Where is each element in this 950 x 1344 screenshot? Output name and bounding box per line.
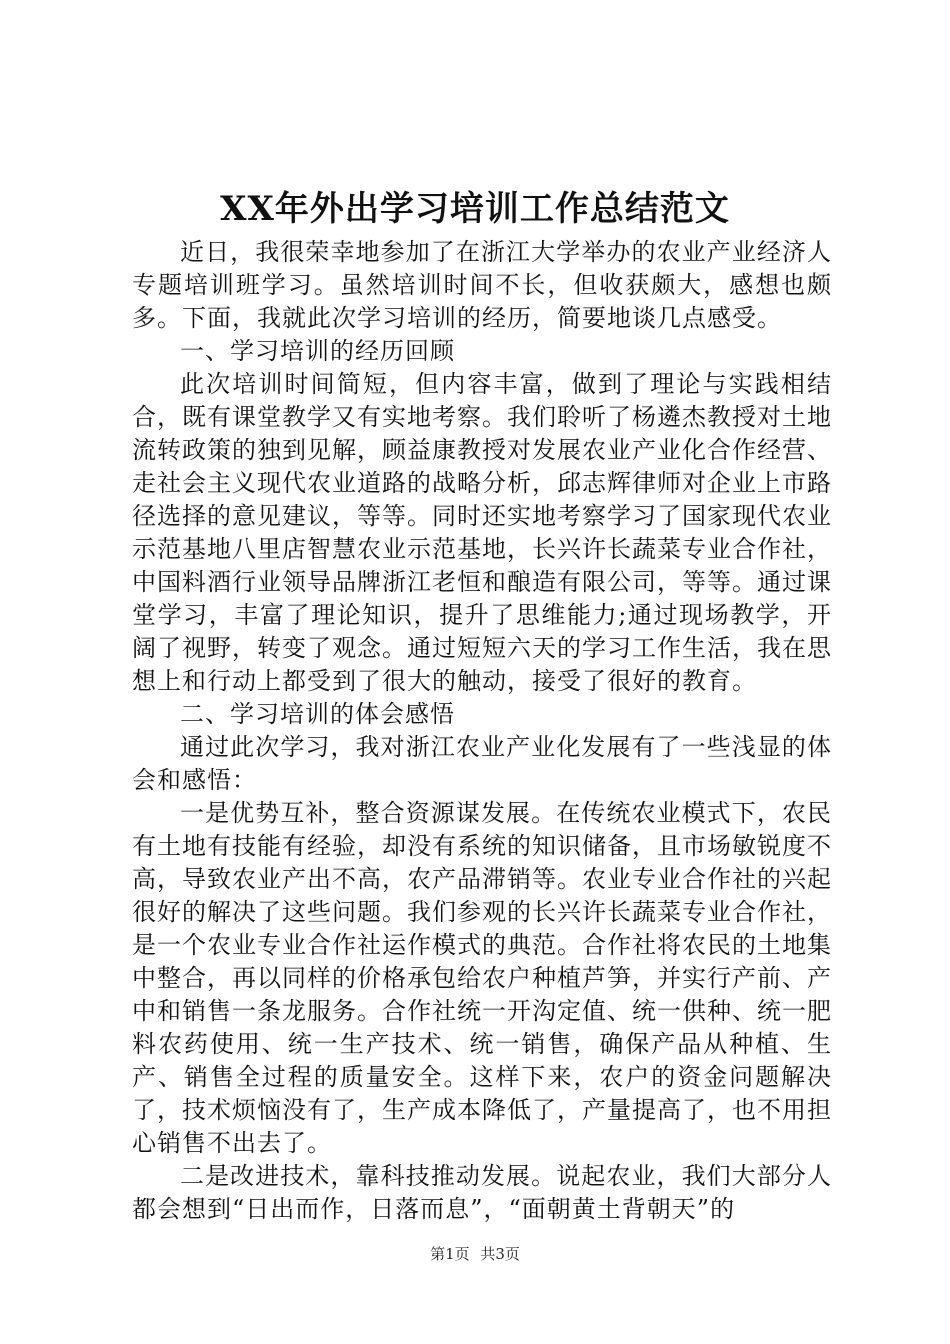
- section-heading-1: 一、学习培训的经历回顾: [180, 337, 455, 365]
- paragraph-intro: 近日，我很荣幸地参加了在浙江大学举办的农业产业经济人专题培训班学习。虽然培训时间不长，但收获颇大，感想也颇多。下面，我就此次学习培训的经历，简要地谈几点感受。: [132, 238, 832, 332]
- paragraph-insight-intro: 通过此次学习，我对浙江农业产业化发展有了一些浅显的体会和感悟：: [132, 733, 832, 794]
- paragraph-point-1: 一是优势互补，整合资源谋发展。在传统农业模式下，农民有土地有技能有经验，却没有系统的知识储备，且市场敏锐度不高，导致农业产出不高，农产品滞销等。农业专业合作社的兴起很好的解决了这些问题。我们参观的长兴许长蔬菜专业合作社，是一个农业专业合作社运作模式的典范。合作社将农民的土地集中整合，再以同样的价格承包给农户种植芦笋，并实行产前、产中和销售一条龙服务。合作社统一开沟定值、统一供种、统一肥料农药使用、统一生产技术、统一销售，确保产品从种植、生产、销售全过程的质量安全。这样下来，农户的资金问题解决了，技术烦恼没有了，生产成本降低了，产量提高了，也不用担心销售不出去了。: [132, 799, 832, 1157]
- paragraph-point-2: 二是改进技术，靠科技推动发展。说起农业，我们大部分人都会想到“日出而作，日落而息”，“面朝黄土背朝天”的: [132, 1162, 832, 1223]
- paragraph-review: 此次培训时间简短，但内容丰富，做到了理论与实践相结合，既有课堂教学又有实地考察。我们聆听了杨遴杰教授对土地流转政策的独到见解，顾益康教授对发展农业产业化合作经营、走社会主义现代农业道路的战略分析，邱志辉律师对企业上市路径选择的意见建议，等等。同时还实地考察学习了国家现代农业示范基地八里店智慧农业示范基地，长兴许长蔬菜专业合作社，中国料酒行业领导品牌浙江老恒和酿造有限公司，等等。通过课堂学习，丰富了理论知识，提升了思维能力;通过现场教学，开阔了视野，转变了观念。通过短短六天的学习工作生活，我在思想上和行动上都受到了很大的触动，接受了很好的教育。: [132, 370, 832, 695]
- page-number: 第1页: [430, 1245, 470, 1263]
- section-heading-2: 二、学习培训的体会感悟: [180, 700, 455, 728]
- page-total: 共3页: [480, 1245, 520, 1263]
- document-title: XX年外出学习培训工作总结范文: [220, 189, 730, 229]
- document-body: [132, 236, 832, 1226]
- page-footer: [0, 1244, 950, 1264]
